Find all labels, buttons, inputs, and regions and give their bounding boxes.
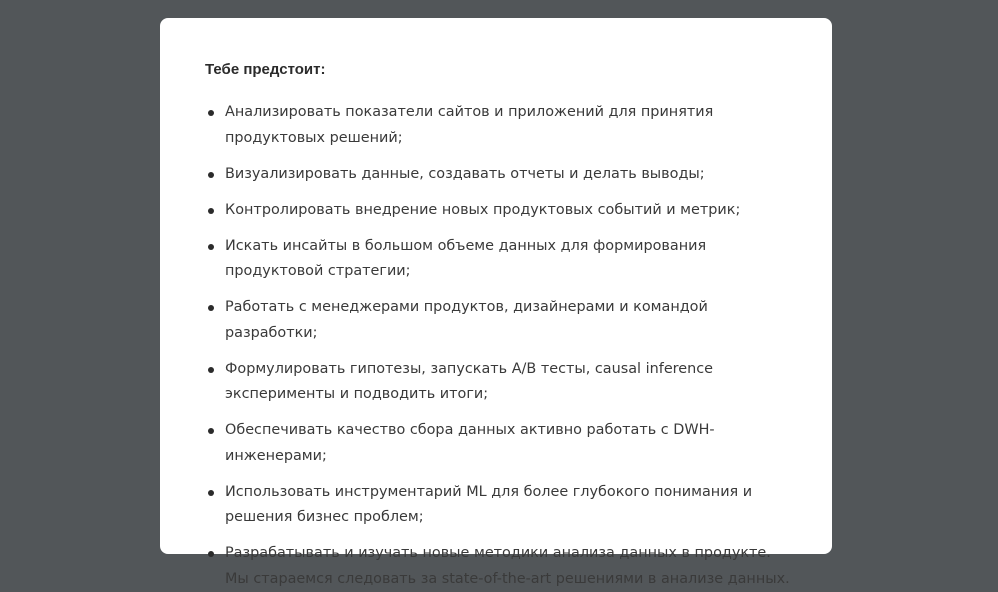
list-item: Разрабатывать и изучать новые методики анализа данных в продукте. Мы стараемся следовать за state-of-the-art решениями в анализе данных. — [205, 541, 794, 592]
list-item: Использовать инструментарий ML для более глубокого понимания и решения бизнес проблем; — [205, 480, 794, 531]
list-item: Контролировать внедрение новых продуктовых событий и метрик; — [205, 198, 794, 224]
section-heading: Тебе предстоит: — [205, 61, 326, 78]
content-card — [160, 18, 832, 587]
list-item: Обеспечивать качество сбора данных активно работать с DWH-инженерами; — [205, 418, 794, 469]
list-item: Формулировать гипотезы, запускать A/B тесты, causal inference эксперименты и подводить итоги; — [205, 357, 794, 408]
list-item: Работать с менеджерами продуктов, дизайнерами и командой разработки; — [205, 295, 794, 346]
list-item: Анализировать показатели сайтов и приложений для принятия продуктовых решений; — [205, 100, 794, 151]
task-list — [205, 100, 794, 592]
list-item: Визуализировать данные, создавать отчеты и делать выводы; — [205, 162, 794, 188]
list-item: Искать инсайты в большом объеме данных для формирования продуктовой стратегии; — [205, 234, 794, 285]
